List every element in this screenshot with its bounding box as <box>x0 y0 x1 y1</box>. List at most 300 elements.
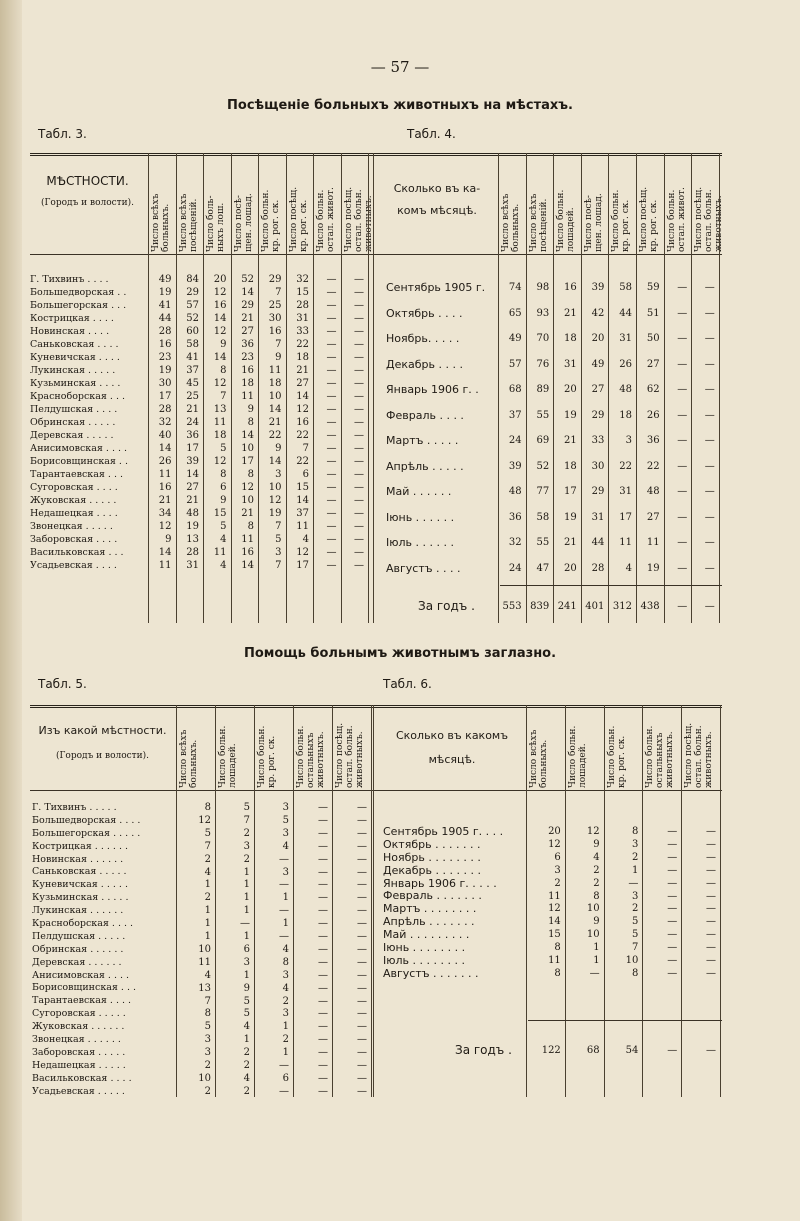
tabl3-cell: 12 <box>213 287 227 298</box>
tabl6-cell: — <box>667 903 678 915</box>
tabl6-cell: 10 <box>586 903 600 915</box>
tabl3-cell: — <box>326 352 337 363</box>
tabl3-cell: — <box>354 326 364 337</box>
tabl3-cell: — <box>326 443 337 454</box>
tabl5-cell: 1 <box>243 905 250 917</box>
bottom-header-rule <box>30 790 722 791</box>
tabl4-cell: — <box>704 435 715 446</box>
tabl5-cell: 4 <box>282 840 289 852</box>
tabl4-col-line <box>664 153 665 623</box>
tabl5-cell: 1 <box>282 918 289 930</box>
tabl3-cell: 52 <box>186 313 199 324</box>
tabl3-cell: 18 <box>296 352 309 363</box>
tabl6-col-line <box>681 705 682 1097</box>
tabl3-cell: 10 <box>268 391 282 402</box>
tabl4-cell: 19 <box>646 562 660 574</box>
tabl6-cell: 12 <box>548 838 561 850</box>
tabl4-cell: 52 <box>536 460 550 472</box>
tabl3-cell: 29 <box>241 300 254 311</box>
tabl3-cell: 3 <box>275 547 282 558</box>
tabl6-row-name: Октябрь . . . . . . . <box>383 838 481 851</box>
tabl3-cell: 34 <box>158 508 172 519</box>
tabl3-cell: 12 <box>213 326 227 337</box>
tabl4-cell: 77 <box>536 486 550 497</box>
tabl3-cell: 48 <box>186 508 199 519</box>
tabl3-row-name: Красноборская . . . <box>30 391 126 402</box>
tabl5-cell: 3 <box>204 1047 211 1059</box>
tabl6-cell: 10 <box>586 929 600 941</box>
tabl5-cell: 1 <box>243 969 250 981</box>
tabl5-cell: 3 <box>282 969 289 981</box>
tabl3-row-name: Звонецкая . . . . . <box>30 521 113 532</box>
tabl6-total-cell: — <box>705 1045 716 1056</box>
tabl6-cell: 10 <box>625 955 639 966</box>
tabl3-col-line <box>341 153 342 623</box>
tabl3-cell: 22 <box>268 430 282 441</box>
tabl4-col-header: Число посѣщ. кр. рог. ск. <box>639 186 659 252</box>
tabl5-row-name: Пелдушская . . . . . <box>32 930 126 942</box>
tabl3-cell: 31 <box>186 560 199 571</box>
tabl6-cell: — <box>705 838 716 850</box>
tabl4-cell: 98 <box>536 282 550 293</box>
tabl5-cell: — <box>318 802 328 813</box>
tabl6-cell: — <box>667 890 678 902</box>
tabl4-cell: — <box>704 282 715 293</box>
tabl3-cell: 23 <box>158 352 172 363</box>
tabl4-cell: 18 <box>564 460 577 472</box>
tabl5-cell: — <box>357 866 367 878</box>
tabl5-cell: — <box>357 1085 367 1097</box>
tabl6-cell: 8 <box>554 942 561 954</box>
tabl5-cell: 13 <box>198 982 211 994</box>
tabl4-cell: — <box>704 409 715 421</box>
tabl3-cell: 5 <box>275 534 282 545</box>
tabl5-cell: — <box>318 969 328 981</box>
tabl3-cell: — <box>354 482 364 493</box>
tabl3-cell: 4 <box>220 534 227 545</box>
tabl4-col-line <box>636 153 637 623</box>
tabl3-cell: — <box>326 521 337 532</box>
tabl3-cell: — <box>354 456 364 467</box>
tabl3-cell: 14 <box>241 287 254 298</box>
tabl3-place-list <box>30 273 148 572</box>
tabl3-cell: 11 <box>241 391 254 402</box>
tabl5-cell: 1 <box>204 905 211 917</box>
tabl3-cell: 29 <box>186 287 199 298</box>
tabl5-head-main: Изъ какой мѣстности. <box>38 724 167 737</box>
tabl4-total-cell: 312 <box>612 601 632 612</box>
tabl4-col-line <box>691 153 692 623</box>
tabl5-cell: 1 <box>204 918 211 930</box>
tabl5-cell: 4 <box>204 866 211 878</box>
tabl6-cell: 6 <box>554 851 561 863</box>
tabl3-cell: 26 <box>158 456 172 467</box>
tabl5-cell: — <box>357 802 367 813</box>
tabl3-cell: — <box>354 495 364 506</box>
tabl5-cell: — <box>318 982 328 994</box>
tabl3-cell: — <box>326 430 337 441</box>
tabl3-header <box>30 174 145 208</box>
tabl4-cell: 27 <box>591 384 605 395</box>
tabl4-col-header: Число всѣхъ больныхъ. <box>501 193 521 252</box>
tabl3-cell: 12 <box>241 482 254 493</box>
tabl5-place-list <box>32 802 175 1098</box>
tabl6-cell: 1 <box>593 942 600 954</box>
tabl4-col-line <box>553 153 554 623</box>
tabl5-cell: — <box>318 879 328 891</box>
tabl6-cell: 11 <box>548 955 561 966</box>
tabl5-cell: 5 <box>243 1008 250 1020</box>
tabl4-cell: 68 <box>508 384 522 395</box>
tabl6-row-name: Февраль . . . . . . . <box>383 890 482 903</box>
tabl5-cell: — <box>318 931 328 942</box>
tabl4-row-name: Май . . . . . . <box>386 485 452 498</box>
tabl4-cell: 57 <box>508 358 522 370</box>
tabl5-cell: 3 <box>204 1034 211 1046</box>
tabl5-cell: — <box>279 853 289 865</box>
tabl6-cell: 2 <box>593 877 600 889</box>
tabl5-cell: 10 <box>198 1072 211 1084</box>
tabl5-row-name: Большегорская . . . . . <box>32 827 141 839</box>
tabl4-cell: 17 <box>619 511 632 523</box>
tabl5-row-name: Красноборская . . . . <box>32 918 134 930</box>
tabl6-col-header: Число больн. остальныхъ животныхъ. <box>645 725 676 788</box>
tabl3-col-header: Число всѣхъ посѣщеній. <box>178 193 199 252</box>
tabl6-cell: 9 <box>593 916 600 928</box>
tabl3-row-name: Сугоровская . . . . <box>30 482 118 493</box>
tabl3-cell: 17 <box>296 560 309 571</box>
tabl5-row-name: Деревская . . . . . . <box>32 956 122 968</box>
tabl3-head-main: МѢСТНОСТИ. <box>46 174 129 188</box>
tabl3-cell: 21 <box>186 404 199 415</box>
tabl5-cell: 1 <box>243 1034 250 1046</box>
tabl6-row-name: Іюнь . . . . . . . . <box>383 942 466 955</box>
tabl6-total-rule <box>528 1020 722 1021</box>
tabl6-col-header: Число посѣщ. остал. больн. животныхъ. <box>684 722 715 788</box>
tabl3-row-name: Васильковская . . . <box>30 547 124 558</box>
tabl5-cell: — <box>357 840 367 852</box>
tabl4-cell: 44 <box>619 307 632 319</box>
tabl3-row-name: Куневичская . . . . <box>30 352 120 363</box>
tabl4-cell: — <box>677 282 688 293</box>
tabl3-cell: 7 <box>275 521 282 532</box>
tabl3-cell: — <box>354 352 364 363</box>
tabl3-cell: 6 <box>220 482 227 493</box>
tabl4-cell: — <box>677 409 688 421</box>
tabl4-cell: — <box>677 307 688 319</box>
tabl3-cell: 12 <box>268 495 282 506</box>
tabl3-cell: 58 <box>186 339 199 350</box>
tabl6-cell: — <box>667 877 678 889</box>
tabl4-total-rule <box>500 585 722 586</box>
tabl3-cell: 14 <box>241 430 254 441</box>
tabl4-cell: 27 <box>646 358 660 370</box>
tabl5-cell: — <box>357 827 367 839</box>
tabl3-cell: 11 <box>241 534 254 545</box>
tabl3-cell: 33 <box>296 326 309 337</box>
tabl3-cell: — <box>326 287 337 298</box>
tabl3-cell: 16 <box>241 365 254 376</box>
tabl5-row-name: Недашецкая . . . . . <box>32 1059 126 1071</box>
tabl3-cell: 45 <box>186 378 199 389</box>
tabl3-cell: 11 <box>268 365 282 376</box>
tabl5-cell: — <box>357 943 367 955</box>
tabl3-cell: 10 <box>241 443 254 454</box>
tabl6-cell: — <box>667 967 678 979</box>
tabl4-cell: 55 <box>536 537 550 548</box>
tabl6-cell: 12 <box>548 903 561 915</box>
tabl6-cell: — <box>705 851 716 863</box>
tabl3-cell: 15 <box>213 508 227 519</box>
tabl5-cell: — <box>318 1072 328 1084</box>
tabl3-cell: — <box>354 391 364 402</box>
tabl4-cell: 21 <box>564 435 577 446</box>
tabl3-cell: 11 <box>296 521 309 532</box>
tabl6-cell: 15 <box>548 929 561 941</box>
tabl6-row-name: Апрѣль . . . . . . . <box>383 916 475 929</box>
tabl3-col-header: Число больн. кр. рог. ск. <box>261 189 281 252</box>
tabl5-row-name: Кузьминская . . . . . <box>32 892 129 904</box>
tabl4-cell: 62 <box>646 384 660 395</box>
tabl4-cell: 33 <box>591 435 605 446</box>
tabl4-cell: 18 <box>619 409 632 421</box>
tabl4-cell: 11 <box>646 537 660 548</box>
tabl3-cell: 8 <box>247 521 254 532</box>
tabl4-label: Табл. 4. <box>407 127 456 141</box>
tabl5-cell: — <box>318 866 328 878</box>
tabl3-cell: — <box>354 287 364 298</box>
tabl3-cell: 41 <box>186 352 199 363</box>
tabl5-cell: 2 <box>204 853 211 865</box>
tabl3-cell: 6 <box>302 469 309 480</box>
tabl5-cell: — <box>318 1085 328 1097</box>
tabl4-cell: 16 <box>564 282 577 293</box>
tabl3-col-line <box>148 153 149 623</box>
tabl4-cell: 20 <box>564 562 577 574</box>
tabl3-cell: 36 <box>241 339 254 350</box>
tabl3-col-header: Число боль- ныхъ лош. <box>206 195 226 252</box>
tabl3-cell: — <box>354 430 364 441</box>
tabl4-cell: 89 <box>536 384 550 395</box>
tabl5-cell: 2 <box>204 1060 211 1071</box>
tabl5-row-name: Кострицкая . . . . . . <box>32 840 129 852</box>
tabl5-cell: — <box>318 995 328 1007</box>
tabl5-cell: 8 <box>282 956 289 968</box>
tabl3-cell: 16 <box>158 482 172 493</box>
tabl3-cell: 8 <box>247 469 254 480</box>
tabl5-col-line <box>215 705 216 1097</box>
tabl5-cell: — <box>318 814 328 826</box>
tabl4-cell: 31 <box>619 486 632 497</box>
tabl3-cell: — <box>326 300 337 311</box>
tabl4-col-header: Число больн. кр. рог. ск. <box>611 189 632 252</box>
tabl3-cell: 8 <box>220 469 227 480</box>
tabl3-cell: 14 <box>186 469 199 480</box>
tabl4-col-header: Число посѣ- щен. лошад. <box>583 193 604 252</box>
tabl3-cell: 52 <box>241 274 254 285</box>
tabl3-row-name: Лукинская . . . . . <box>30 365 116 376</box>
tabl4-cell: — <box>677 358 688 370</box>
tabl4-row-name: Мартъ . . . . . <box>386 434 459 447</box>
tabl5-cell: — <box>357 1047 367 1059</box>
tabl6-month-list <box>383 826 528 981</box>
tabl6-cell: 20 <box>548 826 561 837</box>
tabl4-cell: 18 <box>564 333 577 344</box>
tabl3-cell: — <box>326 534 337 545</box>
tabl5-cell: — <box>357 931 367 942</box>
tabl3-cell: 21 <box>268 417 282 428</box>
tabl6-cell: 7 <box>632 942 639 954</box>
tabl3-cell: 22 <box>296 339 309 350</box>
tabl4-cell: 4 <box>625 562 632 574</box>
tabl3-cell: 9 <box>220 339 227 350</box>
tabl4-col-line <box>581 153 582 623</box>
tabl3-cell: 12 <box>213 456 227 467</box>
tabl5-cell: 2 <box>204 1085 211 1097</box>
tabl5-cell: 8 <box>204 1008 211 1020</box>
tabl3-cell: 31 <box>296 313 309 324</box>
tabl3-cell: 11 <box>213 417 227 428</box>
tabl4-cell: 70 <box>536 333 550 344</box>
tabl5-cell: — <box>318 943 328 955</box>
tabl3-cell: 19 <box>268 508 282 519</box>
tabl6-row-name: Ноябрь . . . . . . . . <box>383 851 481 864</box>
tabl3-cell: 9 <box>247 404 254 415</box>
tabl3-cell: — <box>326 469 337 480</box>
tabl5-cell: 6 <box>282 1072 289 1084</box>
tabl4-cell: 44 <box>591 537 605 548</box>
tabl3-row-name: Кузьминская . . . . <box>30 378 121 389</box>
tabl3-cell: 25 <box>268 300 282 311</box>
tabl5-cell: 7 <box>204 995 211 1007</box>
tabl4-cell: — <box>677 562 688 574</box>
tabl4-cell: 39 <box>508 460 522 472</box>
tabl4-col-line <box>498 153 499 623</box>
tabl4-cell: 69 <box>536 435 550 446</box>
tabl3-cell: — <box>354 404 364 415</box>
tabl4-cell: 30 <box>591 460 605 472</box>
tabl3-col-line <box>258 153 259 623</box>
tabl4-col-header: Число посѣщ. остал. больн. животныхъ. <box>694 186 725 252</box>
tabl3-cell: — <box>326 482 337 493</box>
tabl4-col-header: Число больн. остал. живот. <box>666 187 687 252</box>
tabl5-cell: 4 <box>204 969 211 981</box>
tabl6-cell: 2 <box>593 864 600 876</box>
tabl5-cell: — <box>318 905 328 917</box>
tabl5-cell: 4 <box>243 1021 250 1033</box>
tabl4-cell: 39 <box>591 282 605 293</box>
tabl4-cell: — <box>677 511 688 523</box>
tabl3-cell: 60 <box>186 326 199 337</box>
tabl3-row-name: Обринская . . . . . <box>30 417 116 428</box>
tabl4-col-line <box>526 153 527 623</box>
tabl4-cell: 22 <box>646 460 660 472</box>
tabl3-cell: 20 <box>213 274 227 285</box>
tabl3-cell: 40 <box>158 430 172 441</box>
tabl3-cell: 9 <box>275 352 282 363</box>
tabl3-cell: — <box>326 456 337 467</box>
tabl6-cell: 1 <box>593 955 600 966</box>
tabl6-cell: — <box>705 929 716 941</box>
tabl3-cell: 8 <box>220 365 227 376</box>
tabl5-cell: — <box>279 1060 289 1071</box>
tabl6-cell: 3 <box>632 890 639 902</box>
tabl5-cell: — <box>318 1034 328 1046</box>
page-number: — 57 — <box>370 58 430 76</box>
tabl3-cell: 21 <box>296 365 309 376</box>
tabl3-cell: 15 <box>296 287 309 298</box>
tabl3-row-name: Недашецкая . . . . <box>30 508 118 519</box>
tabl4-total-cell: — <box>704 601 715 612</box>
tabl6-total-cell: 54 <box>625 1045 639 1056</box>
tabl4-cell: 19 <box>564 511 577 523</box>
tabl6-cell: — <box>705 916 716 928</box>
tabl4-cell: 19 <box>564 409 577 421</box>
tabl3-cell: 27 <box>186 482 199 493</box>
tabl3-cell: 9 <box>220 495 227 506</box>
tabl5-cell: 1 <box>204 931 211 942</box>
tabl3-cell: 39 <box>186 456 199 467</box>
tabl3-cell: — <box>354 521 364 532</box>
tabl5-cell: 5 <box>204 827 211 839</box>
tabl3-row-name: Усадьевская . . . . <box>30 560 117 571</box>
tabl3-cell: 37 <box>186 365 199 376</box>
tabl3-cell: — <box>354 274 364 285</box>
tabl4-cell: 22 <box>619 460 632 472</box>
tabl5-cell: 2 <box>243 1060 250 1071</box>
tabl6-col-line <box>720 705 721 1097</box>
top-table-rule <box>30 153 722 156</box>
tabl4-cell: — <box>704 460 715 472</box>
tabl5-cell: 1 <box>282 1047 289 1059</box>
tabl3-row-name: Тарантаевская . . . <box>30 469 124 480</box>
tabl4-cell: 37 <box>508 409 522 421</box>
tabl5-cell: 2 <box>243 827 250 839</box>
tabl3-cell: 8 <box>247 417 254 428</box>
tabl6-row-name: Іюль . . . . . . . . <box>383 954 465 967</box>
tabl4-cell: 55 <box>536 409 550 421</box>
tabl3-row-name: Анисимовская . . . . <box>30 443 128 454</box>
tabl3-cell: 84 <box>186 274 199 285</box>
tabl5-col-line <box>254 705 255 1097</box>
tabl6-head-main: Сколько въ какомъ мѣсяцѣ. <box>395 729 509 766</box>
tabl3-cell: 14 <box>158 443 172 454</box>
tabl5-cell: 1 <box>243 879 250 891</box>
tabl5-cell: — <box>357 814 367 826</box>
tabl3-cell: 29 <box>268 274 282 285</box>
tabl6-cell: 5 <box>632 929 639 941</box>
tabl6-col-header: Число больн. лошадей. <box>567 725 588 788</box>
tabl5-row-name: Саньковская . . . . . <box>32 866 127 878</box>
tabl6-cell: 5 <box>632 916 639 928</box>
tabl3-cell: 12 <box>296 547 309 558</box>
tabl3-col-header: Число посѣщ. остал. больн. животныхъ. <box>343 186 374 252</box>
tabl3-cell: — <box>354 547 364 558</box>
tabl5-header <box>30 724 175 761</box>
tabl4-cell: 49 <box>591 358 605 370</box>
tabl4-row-name: Сентябрь 1905 г. <box>386 281 486 294</box>
tabl6-col-line <box>565 705 566 1097</box>
tabl5-cell: 3 <box>243 956 250 968</box>
tabl4-cell: 21 <box>564 307 577 319</box>
tabl3-cell: 49 <box>158 274 172 285</box>
tabl3-row-name: Кострицкая . . . . <box>30 313 114 324</box>
tabl4-total-label: За годъ . <box>418 599 475 613</box>
tabl4-cell: 74 <box>508 282 522 293</box>
tabl3-cell: 21 <box>241 313 254 324</box>
tabl3-cell: 27 <box>241 326 254 337</box>
tabl4-cell: — <box>704 384 715 395</box>
